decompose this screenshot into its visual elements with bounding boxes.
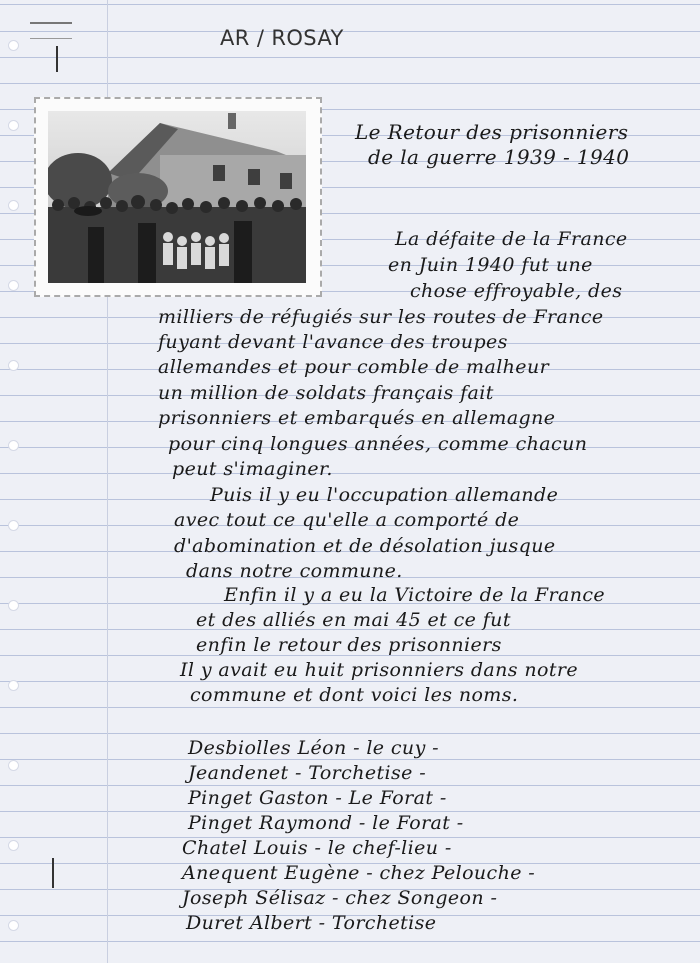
prisoner-entry: Pinget Gaston - Le Forat - [188, 787, 447, 809]
punch-holes [8, 0, 20, 963]
text-line: avec tout ce qu'elle a comporté de [174, 509, 520, 531]
text-line: pour cinq longues années, comme chacun [168, 433, 588, 455]
text-line: commune et dont voici les noms. [190, 684, 519, 706]
crowd-photo [48, 111, 306, 283]
prisoner-entry: Pinget Raymond - le Forat - [188, 812, 464, 834]
text-line: et des alliés en mai 45 et ce fut [196, 609, 511, 631]
text-line: dans notre commune. [186, 560, 403, 582]
title-line-1: Le Retour des prisonniers [355, 120, 629, 144]
pen-mark [52, 858, 54, 888]
prisoner-entry: Desbiolles Léon - le cuy - [188, 737, 439, 759]
prisoner-entry: Joseph Sélisaz - chez Songeon - [182, 887, 498, 909]
punch-hole [8, 120, 19, 131]
text-line: Enfin il y a eu la Victoire de la France [224, 584, 606, 606]
text-line: en Juin 1940 fut une [388, 254, 593, 276]
prisoner-entry: Jeandenet - Torchetise - [188, 762, 427, 784]
punch-hole [8, 760, 19, 771]
text-line: enfin le retour des prisonniers [196, 634, 502, 656]
punch-hole [8, 40, 19, 51]
punch-hole [8, 600, 19, 611]
text-line: chose effroyable, des [410, 280, 623, 302]
prisoner-entry: Anequent Eugène - chez Pelouche - [182, 862, 536, 884]
text-line: un million de soldats français fait [158, 382, 494, 404]
punch-hole [8, 520, 19, 531]
text-line: La défaite de la France [395, 228, 628, 250]
punch-hole [8, 280, 19, 291]
text-line: allemandes et pour comble de malheur [158, 356, 550, 378]
prisoner-entry: Chatel Louis - le chef-lieu - [182, 837, 452, 859]
text-line: Puis il y eu l'occupation allemande [210, 484, 559, 506]
text-line: d'abomination et de désolation jusque [174, 535, 556, 557]
text-line: Il y avait eu huit prisonniers dans notre [180, 659, 579, 681]
prisoner-entry: Duret Albert - Torchetise [186, 912, 437, 934]
text-line: prisonniers et embarqués en allemagne [158, 407, 556, 429]
photo-frame [34, 97, 322, 297]
punch-hole [8, 840, 19, 851]
punch-hole [8, 440, 19, 451]
punch-hole [8, 920, 19, 931]
crowd-photo-image [48, 111, 306, 283]
title-line-2: de la guerre 1939 - 1940 [368, 145, 630, 169]
text-line: fuyant devant l'avance des troupes [158, 331, 508, 353]
pen-mark [56, 46, 58, 72]
paper-clip-mark [30, 22, 72, 39]
archive-reference: AR / ROSAY [220, 26, 344, 50]
punch-hole [8, 680, 19, 691]
text-line: milliers de réfugiés sur les routes de France [158, 306, 604, 328]
punch-hole [8, 360, 19, 371]
text-line: peut s'imaginer. [172, 458, 333, 480]
punch-hole [8, 200, 19, 211]
